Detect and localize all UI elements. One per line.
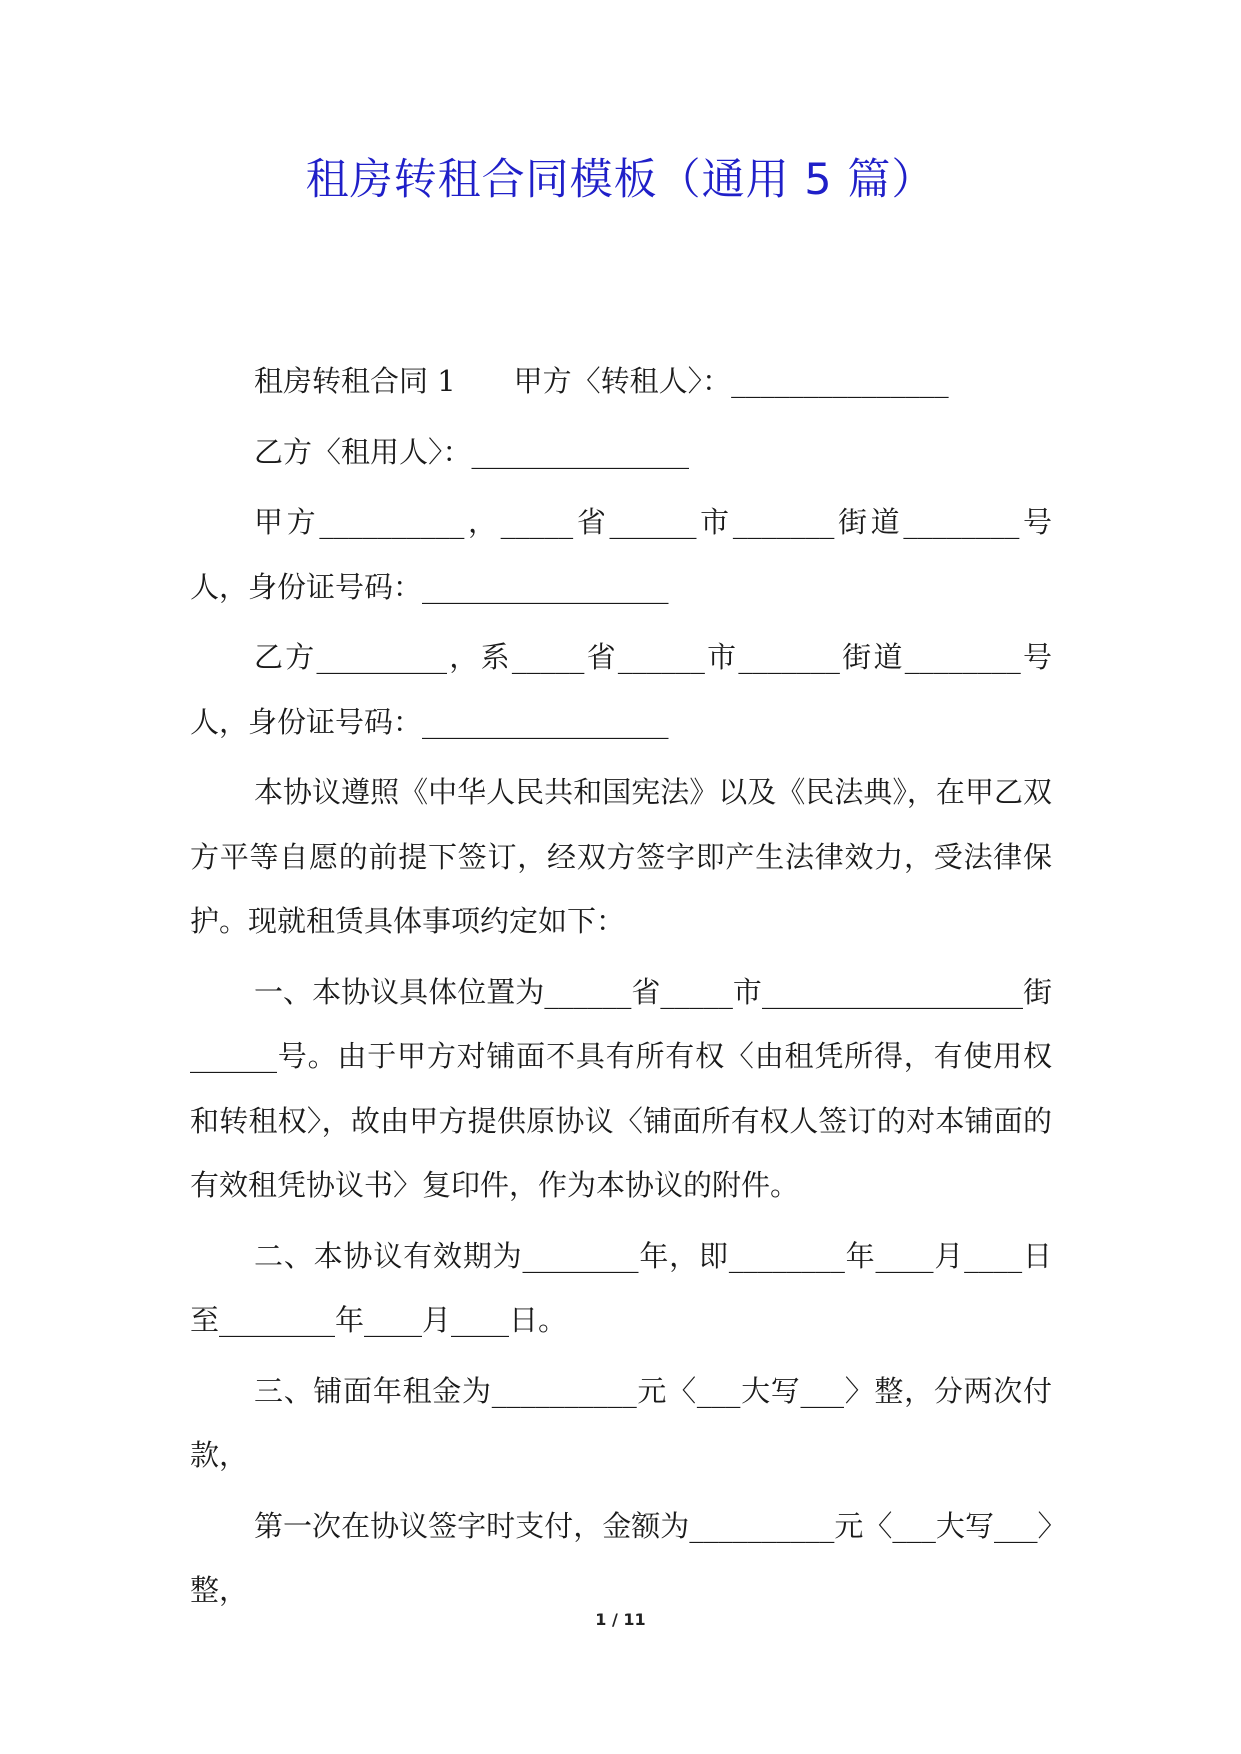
paragraph-first-payment: 第一次在协议签字时支付，金额为__________元〈___大写___〉整， [190,1508,1052,1607]
paragraph-clause-2: 二、本协议有效期为________年，即________年____月____日至________年____月____日。 [190,1238,1052,1337]
document-body [190,349,1052,1629]
paragraph-party-b: 乙方〈租用人〉：_______________ [254,434,690,469]
paragraph-preamble: 本协议遵照《中华人民共和国宪法》以及《民法典》，在甲乙双方平等自愿的前提下签订，经双方签字即产生法律效力，受法律保护。现就租赁具体事项约定如下： [190,775,1052,938]
paragraph-header-parties: 租房转租合同 1 甲方〈转租人〉：_______________ [254,364,949,398]
document-title: 租房转租合同模板（通用 5 篇） [305,155,936,205]
paragraph-party-b-details: 乙方_________，系_____省______市_______街道________号人，身份证号码：_________________ [190,640,1052,739]
paragraph-clause-1: 一、本协议具体位置为______省_____市__________________街______号。由于甲方对铺面不具有所有权〈由租凭所得，有使用权和转租权〉，故由甲方提供原协议〈铺面所有权人签订的对本铺面的有效租凭协议书〉复印件，作为本协议的附件。 [190,974,1052,1202]
paragraph-party-a-details: 甲方__________，_____省______市_______街道________号人，身份证号码：_________________ [190,505,1052,604]
page-number: 1 / 11 [595,1610,646,1629]
paragraph-clause-3: 三、铺面年租金为__________元〈___大写___〉整，分两次付款， [190,1373,1052,1472]
